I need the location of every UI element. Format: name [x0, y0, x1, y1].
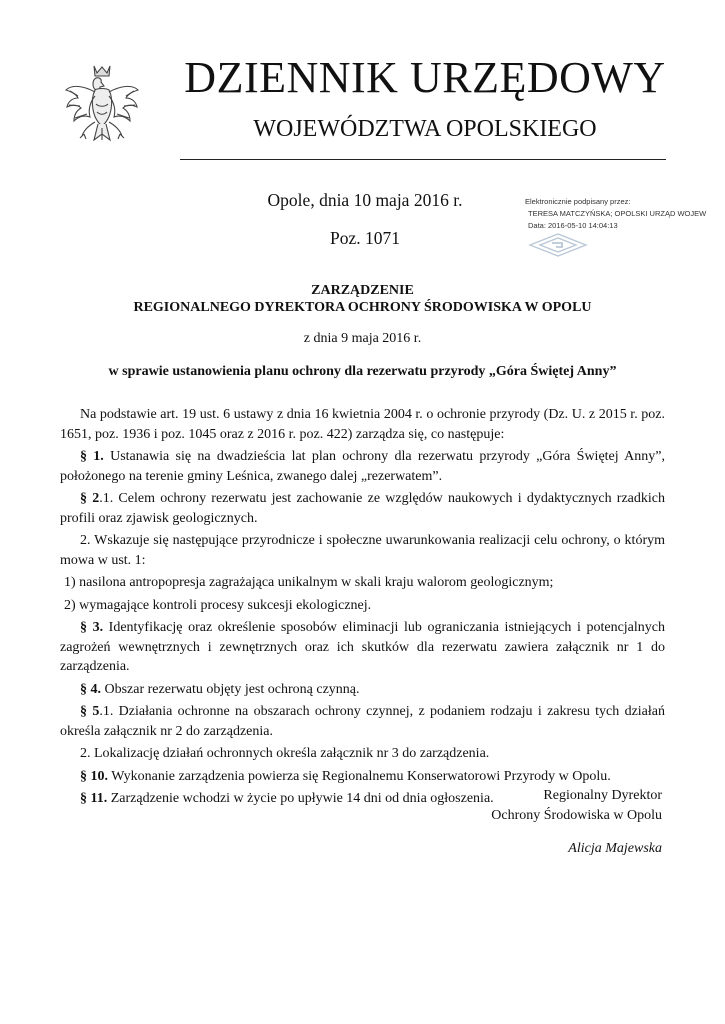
polish-eagle-emblem-icon — [62, 60, 142, 160]
document-type: ZARZĄDZENIE — [311, 283, 414, 298]
signatory-title-line-1: Regionalny Dyrektor — [543, 788, 662, 803]
section-4-text: Obszar rezerwatu objęty jest ochroną czynną. — [101, 681, 360, 697]
position-number: Poz. 1071 — [330, 228, 400, 248]
section-11-label: § 11. — [80, 791, 108, 806]
section-5-text: .1. Działania ochronne na obszarach ochrony czynnej, z podaniem rodzaju i zakresu tych działań określa załącznik nr 2 do zarządzenia. — [60, 704, 666, 739]
section-2 — [60, 489, 665, 528]
list-item: 1) nasilona antropopresja zagrażająca unikalnym w skali kraju walorom geologicznym; — [64, 575, 554, 590]
section-2-text: .1. Celem ochrony rezerwatu jest zachowanie ze względów naukowych i dydaktycznych rzadkich profili oraz zjawisk geologicznych. — [60, 491, 665, 526]
journal-title: DZIENNIK URZĘDOWY — [184, 53, 666, 102]
section-3-text: Identyfikację oraz określenie sposobów eliminacji lub ograniczania istniejących i potencjalnych zagrożeń wewnętrznych i zewnętrznych oraz ich skutków dla rezerwatu zawiera załącznik nr 1 do zarządzenia. — [60, 620, 665, 674]
section-10 — [60, 767, 665, 787]
list-item: 2) wymagające kontroli procesy sukcesji ekologicznej. — [64, 597, 372, 613]
e-signature-stamp-icon — [528, 232, 588, 258]
section-5-paragraph-2: 2. Lokalizację działań ochronnych określa załącznik nr 3 do zarządzenia. — [80, 746, 490, 761]
section-2-label: § 2 — [80, 491, 100, 506]
section-10-text: Wykonanie zarządzenia powierza się Regionalnemu Konserwatorowi Przyrody w Opolu. — [108, 768, 611, 784]
section-1-label: § 1. — [80, 449, 104, 464]
section-11-text: Zarządzenie wchodzi w życie po upływie 14 dni od dnia ogłoszenia. — [107, 791, 494, 806]
document-subject: w sprawie ustanowienia planu ochrony dla rezerwatu przyrody „Góra Świętej Anny” — [108, 364, 617, 379]
signature-signer: TERESA MATCZYŃSKA; OPOLSKI URZĄD WOJEW — [528, 209, 707, 218]
section-3 — [60, 618, 665, 677]
document-issuer: REGIONALNEGO DYREKTORA OCHRONY ŚRODOWISKA W OPOLU — [133, 300, 592, 315]
masthead-divider — [180, 159, 666, 160]
document-body — [60, 405, 665, 812]
document-date: z dnia 9 maja 2016 r. — [303, 331, 422, 346]
publication-place-date: Opole, dnia 10 maja 2016 r. — [267, 190, 463, 210]
section-3-label: § 3. — [80, 620, 104, 635]
journal-subtitle: WOJEWÓDZTWA OPOLSKIEGO — [253, 116, 597, 142]
section-1-text: Ustanawia się na dwadzieścia lat plan ochrony dla rezerwatu przyrody „Góra Świętej Anny”, położonego na terenie gminy Leśnica, zwanego dalej „rezerwatem”. — [60, 449, 666, 484]
section-5 — [60, 702, 665, 741]
preamble: Na podstawie art. 19 ust. 6 ustawy z dnia 16 kwietnia 2004 r. o ochronie przyrody (Dz. U. z 2015 r. poz. 1651, poz. 1936 i poz. 1045 oraz z 2016 r. poz. 422) zarządza się, co następuje: — [60, 407, 665, 442]
section-4-label: § 4. — [80, 681, 101, 697]
signatory-title-line-2: Ochrony Środowiska w Opolu — [491, 807, 662, 823]
signature-block — [440, 786, 662, 859]
section-5-label: § 5 — [80, 704, 100, 719]
section-4 — [60, 680, 665, 700]
electronic-signature-info — [525, 196, 723, 232]
section-1 — [60, 447, 665, 486]
signatory-name: Alicja Majewska — [568, 841, 662, 856]
section-2-paragraph-2: 2. Wskazuje się następujące przyrodnicze i społeczne uwarunkowania realizacji celu ochrony, o którym mowa w ust. 1: — [60, 533, 665, 568]
signature-date: Data: 2016-05-10 14:04:13 — [528, 221, 618, 230]
section-10-label: § 10. — [80, 768, 108, 784]
signature-label: Elektronicznie podpisany przez: — [525, 197, 631, 206]
